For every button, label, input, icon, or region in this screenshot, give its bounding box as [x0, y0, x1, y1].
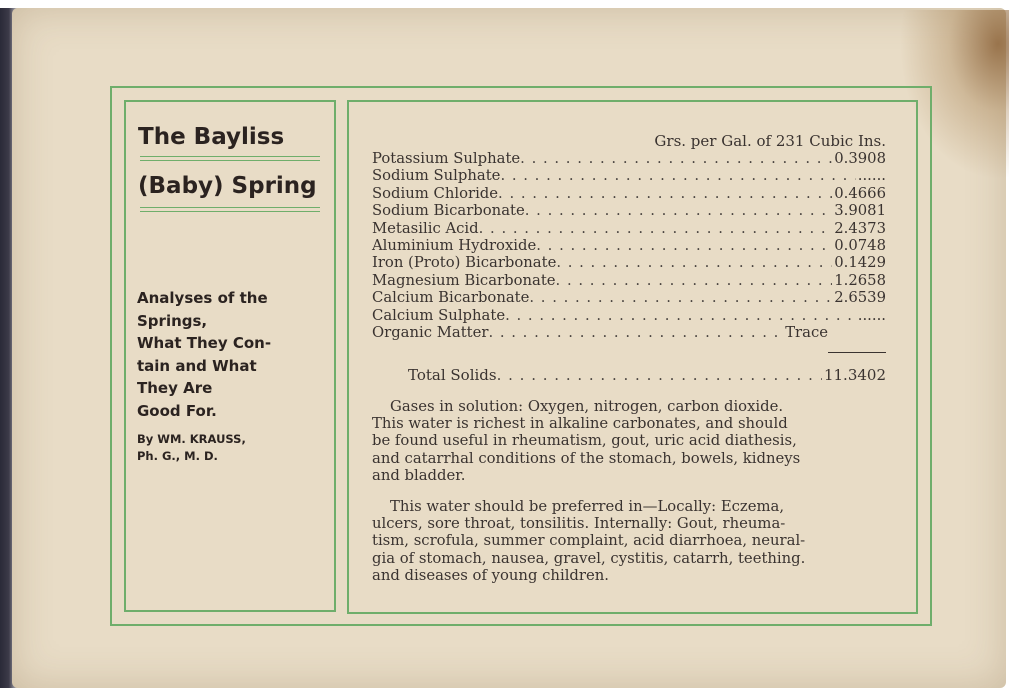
column-header: Grs. per Gal. of 231 Cubic Ins. — [654, 132, 886, 150]
total-solids-row — [408, 366, 886, 384]
row-name: Sodium Bicarbonate — [372, 202, 525, 220]
paragraph-line: ulcers, sore throat, tonsilitis. Internally: Gout, rheuma- — [372, 515, 786, 533]
dot-leader — [479, 220, 833, 237]
dot-leader — [498, 185, 832, 202]
table-row — [372, 289, 886, 306]
row-value: ...... — [857, 167, 886, 185]
author-line: By WM. KRAUSS, — [137, 432, 246, 446]
dot-leader — [529, 289, 832, 306]
row-name: Organic Matter — [372, 324, 489, 342]
table-row — [372, 150, 886, 167]
paragraph-line: tism, scrofula, summer complaint, acid diarrhoea, neural- — [372, 532, 806, 550]
row-value: ...... — [857, 306, 886, 324]
title-rule-1 — [140, 156, 320, 161]
row-value: 0.3908 — [834, 150, 886, 167]
paragraph-line: and diseases of young children. — [372, 566, 609, 584]
paragraph-line: and bladder. — [372, 466, 466, 484]
paragraph-line: This water is richest in alkaline carbonates, and should — [372, 415, 788, 433]
row-value: 2.4373 — [834, 219, 886, 237]
row-name: Aluminium Hydroxide — [372, 237, 537, 255]
paragraph-line: Gases in solution: Oxygen, nitrogen, carbon dioxide. — [390, 398, 784, 415]
row-value: 2.6539 — [834, 289, 886, 307]
subtitle-line: tain and What — [137, 356, 257, 375]
table-row — [372, 237, 886, 254]
row-name: Calcium Sulphate — [372, 306, 506, 324]
dot-leader — [488, 324, 783, 341]
row-name: Sodium Sulphate — [372, 167, 501, 185]
row-name: Calcium Bicarbonate — [372, 289, 530, 307]
table-row — [372, 272, 886, 289]
table-row — [372, 324, 828, 341]
author-credit — [137, 431, 317, 465]
row-name: Potassium Sulphate — [372, 150, 521, 167]
dot-leader — [525, 202, 832, 219]
paragraph-line: and catarrhal conditions of the stomach, bowels, kidneys — [372, 449, 801, 467]
dot-leader — [556, 254, 832, 271]
table-row — [372, 167, 886, 184]
subtitle-line: What They Con- — [137, 334, 272, 352]
paragraph-line: gia of stomach, nausea, gravel, cystitis, catarrh, teething. — [372, 549, 806, 567]
row-name: Iron (Proto) Bicarbonate — [372, 254, 557, 272]
subtitle-line: They Are — [137, 379, 213, 397]
row-name: Sodium Chloride — [372, 184, 499, 202]
table-row — [372, 254, 886, 271]
row-name: Metasilic Acid — [372, 219, 479, 237]
row-value: 0.1429 — [834, 254, 886, 272]
row-value: Trace — [785, 324, 828, 342]
dot-leader — [497, 366, 822, 384]
total-label: Total Solids — [408, 366, 497, 384]
table-row — [372, 220, 886, 237]
title-line-2: (Baby) Spring — [138, 173, 317, 199]
paragraph-uses — [372, 498, 886, 584]
table-row — [372, 185, 886, 202]
subtitle-line: Good For. — [137, 401, 217, 420]
author-line: Ph. G., M. D. — [137, 449, 218, 463]
dot-leader — [556, 272, 833, 289]
paragraph-line: be found useful in rheumatism, gout, uric acid diathesis, — [372, 432, 797, 450]
title-line-1: The Bayliss — [138, 124, 285, 150]
title-rule-2 — [140, 207, 320, 212]
row-value: 0.4666 — [834, 184, 886, 202]
subtitle — [137, 287, 317, 422]
dot-leader — [536, 237, 832, 254]
dot-leader — [520, 150, 832, 167]
table-row — [372, 202, 886, 219]
row-value: 1.2658 — [834, 271, 886, 289]
dot-leader — [505, 307, 856, 324]
paragraph-line: This water should be preferred in—Locally: Eczema, — [390, 498, 785, 515]
analysis-table — [372, 150, 886, 341]
subtitle-line: Springs, — [137, 311, 208, 330]
row-name: Magnesium Bicarbonate — [372, 271, 556, 289]
table-row — [372, 307, 886, 324]
total-rule — [828, 352, 886, 353]
dot-leader — [500, 167, 855, 184]
total-value: 11.3402 — [823, 366, 886, 384]
paragraph-gases — [372, 398, 886, 484]
row-value: 0.0748 — [834, 237, 886, 255]
subtitle-line: Analyses of the — [137, 289, 268, 307]
row-value: 3.9081 — [834, 202, 886, 220]
